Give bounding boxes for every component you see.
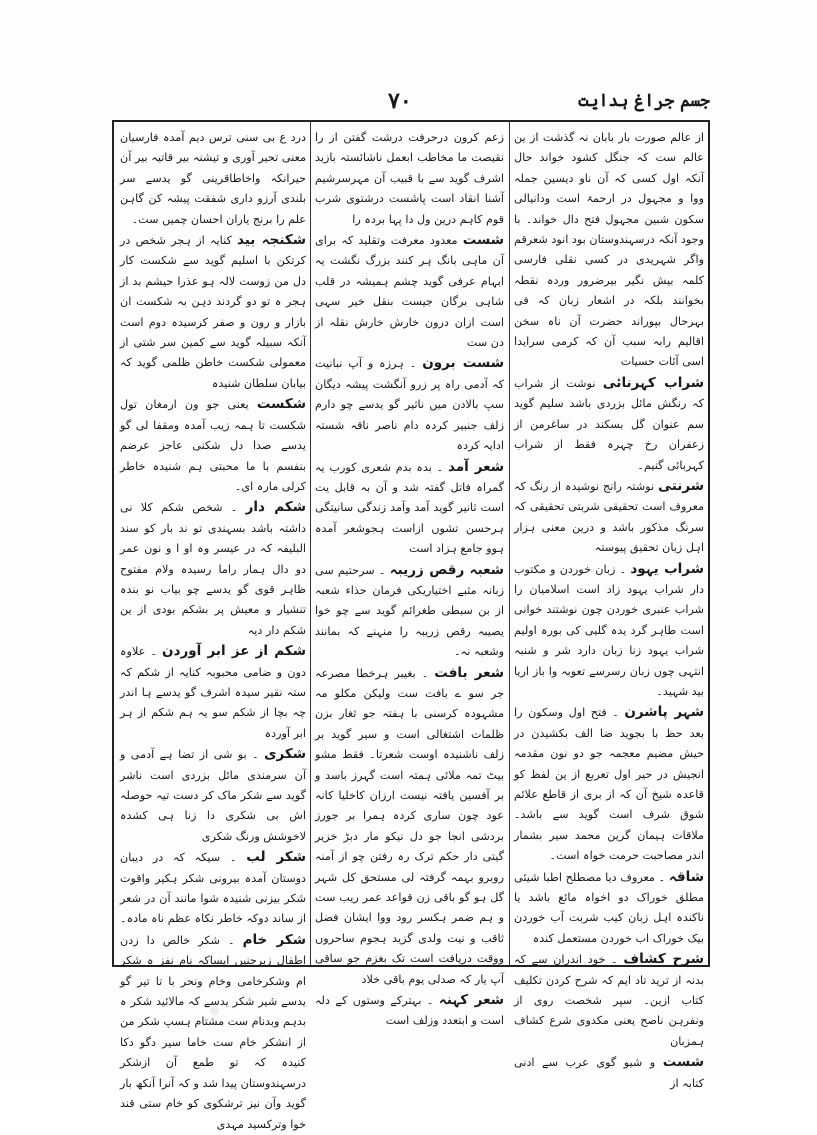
dictionary-entry <box>514 476 704 559</box>
entry-headword: شست برون <box>422 355 504 372</box>
entry-text: ۔ زبان خوردن و مکتوب دار شراب یہود زاد است اسلامیان را شراب عنبری خوردن چون نوشتند خوانی است طاہر گرد یدہ گلیی کی بورہ اولیم شراب یہود زنا زبان دارد شر و شنبہ انتہی چوں زبان رسرسے تعوبہ وا باز اریا بید شہید۔ <box>514 562 704 698</box>
entry-text: درد ع بی سنی ترس دیم آمدہ فارسیان معنی تحیر آوری و تیشنہ بیر قاتیہ بیر آن حیرانکہ واخاطاقرینی گو یدسے سر بلندی آرزو داری شفقت پیشہ کن گاہن علم را برنج یاران احسان چمیں ست۔ <box>120 131 306 226</box>
scan-blemish <box>210 1006 219 1015</box>
entry-text: زعم کرون درحرفت درشت گفتن از را نقیصت ما مخاطب ابعمل ناشائستہ بازید اشرف گوید سے با قبیب آن مہرسرشیم آشنا انقاد است پاشست درشتوی شرب قوم کاہم درین ول دا پہا بردہ را <box>315 131 504 226</box>
entry-text: ۔ سرحتیم سی زبانہ مثبے اختیاریکی فرمان حذاء شعبہ از بن سبطی طغرائم گوید سے چو خوا یصیبہ رقص زریبہ را منہنے کہ بمانند وشعبہ نہ۔ <box>315 563 504 659</box>
entry-headword: شعر آمد <box>448 458 505 475</box>
page-number: ۷۰ <box>388 88 412 114</box>
entry-text: ۔ شکر خالص دا زدن اطفال زبرجنیں ایساکہ نام نفز ہ شکر ام وشکرخامی وخام ونحر با تا تیر گو یدسے شیر شکر یدسے کہ مالائید شکر ہ بدہم وبدنام ست مشتام ہسپ شکر من از انشکر خام ست خاما سیر دگو دکا کنیدہ کہ تو طمع آن ازشکر درسہندوستان پیدا شد و کہ آنرا آنکھ بار گوید وآن نیز ترشکوی کو خام ستی قند خوا وترکسید مہدی <box>120 933 306 1131</box>
entry-text: ۔ شخص شکم کلا نی داشتہ باشد بسہندی تو ند بار کو سند البلیفہ کہ در عیسر وہ او ا و نون عمر دو دال ہمار راما رسیدہ ولام مفتوح ظاہر قوی گو یدسے چو بیاب نو بندہ تنشیار و معیش پر بشکم بودی از ین شکم دار دیہ <box>120 501 306 637</box>
column-left <box>120 128 306 1131</box>
dictionary-entry <box>315 560 504 663</box>
column-divider <box>310 122 311 965</box>
entry-text: معدود معرفت وتقلید کہ برای آن ماہی بانگ ہر کنند بزرگ نگشت یہ ابہام عرفی گوید چشم ہمیشہ در قلب شاہی برگان جیست بنقل خیر سہی است ازان درون خارش خارش نقلہ از دن ست <box>315 234 504 350</box>
entry-headword: شکست <box>256 396 306 413</box>
dictionary-entry <box>120 230 306 394</box>
entry-headword: شست <box>462 232 504 249</box>
entry-headword: شعر کہنہ <box>438 992 504 1009</box>
running-title: جسم جراغ ہدایت <box>578 91 710 111</box>
dictionary-entry <box>120 847 306 930</box>
entry-text: نوشت از شراب کہ رنگش مائل بزردی باشد سلیم گوید سم عنوان گل بسکند در ساغرمن از زعفران رخ چہرہ فقط از شراب کہربائی گنیم۔ <box>514 376 704 472</box>
dictionary-entry <box>315 230 504 353</box>
entry-headword: شکر خام <box>242 931 306 948</box>
dictionary-entry <box>315 128 504 230</box>
entry-text: از عالم صورت بار بابان نہ گذشت از ین عالم ست کہ جنگل کشود خواند حال آنکہ اول کسی کہ آن ناو دیسین جملہ ووا و مجہول در ارحمۃ است ودانیالی سکون شبین مجہول فتح دال خواند۔ با وجود آنکہ درسہندوستان بود انود شعرقم واگر شہریدی در کسی نقلی فارسی کلمہ بیش نگیر بیرضرور وردہ نقطہ بخوانند بلکہ در اشعار زبان کہ فی بہرحال بپوراند حضرت آن ناہ سخن اقالیم رابہ سبب آن کہ کرمی سرایدا اسی آئات حسیات <box>514 131 704 369</box>
entry-text: ۔ بہترکے وستوں کے دلہ است و ابتعدد وزلف است <box>315 994 504 1028</box>
entry-headword: شراب کہرنائی <box>602 374 705 391</box>
entry-text: یعنی جو ون ارمغان تول شکست تا ہمہ زیب آمدہ ومقفا لی گو یدسے صدا دل شکنی عاجز عرضم بنفسم با ما محبتی ہم شنیدہ خاطر کرلی مارہ ای۔ <box>120 398 306 493</box>
column-divider <box>509 122 510 965</box>
entry-headword: شکنجہ بید <box>236 232 306 249</box>
entry-text: ۔ بدہ بدم شعری کورب یہ گمراہ فاتل گفتہ شد و آن بہ قابل یت است ثانیر گوید آمد وآمد زندگی سانیتگی ہرحسن تشوں ازاست ہجوشعر آمدہ ہوو جامع ہزاد است <box>315 460 504 556</box>
entry-headword: شکر لب <box>246 849 306 866</box>
entry-headword: شراب یہود <box>630 560 704 577</box>
entry-headword: شکم از عز ابر آوردن <box>162 643 306 660</box>
column-right <box>514 128 705 1090</box>
entry-headword: شعبہ رقص زریبہ <box>389 561 504 578</box>
dictionary-entry <box>315 990 504 1032</box>
dictionary-entry <box>120 930 306 1135</box>
dictionary-entry <box>514 559 704 703</box>
entry-text: ۔ فتح اول وسکون را بعد حظ با بجوید ضا الف بکشیدن در حیش مضیم معجمہ جو دو نون مقدمہ انجیش در حیر اول تعربع از ین لفظ کو قاعدہ شیخ آن کہ از بری از قاطع علائم شوق شرف است گوید سے باشد۔ ملاقات ہیمان گرین محمد سیر بشمار اندر مصاحبت حرمت خواہ است۔ <box>514 706 704 863</box>
entry-text: ۔ ہرزہ و آپ نبانیت کہ آدمی راہ پر زرو آنگشت پیشہ دیگان سپ بالادن میں ناثیر گو یدسے چو دارم زلف جنبیر کردہ دام ناصر ناقہ شستہ ادایہ کردہ <box>315 357 504 453</box>
text-frame <box>112 120 710 1131</box>
entry-text: ۔ سیکہ کہ در دیبان دوستان آمدہ بیرونی شکر ہکیر واقوت شکر بیزنی شنیدہ شوا مانند آن در شعر از ساند دوکہ خاطر نکاہ عظم ناہ مادہ۔ <box>120 851 306 926</box>
dictionary-entry <box>120 641 306 744</box>
entry-text: ۔ علاوہ دون و ضامی محبوبہ کنایہ از شکم کہ ستہ نقیر سیدہ اشرف گو یدسے ہا اندر چہ بچا از شکم سو یہ ہم شکم از ہر ابر آوردہ <box>120 645 306 740</box>
dictionary-entry <box>120 497 306 641</box>
dictionary-entry <box>120 128 306 230</box>
entry-text: ۔ خود اندران سے کہ بدنہ از ترید تاد ایم کہ شرح کردن تکلیف کتاب ازین۔ سپر شخصت روی از ونفرہن ناصح یعنی مکدوی شرع کشاف ہمزبان <box>514 953 704 1048</box>
dictionary-entry <box>315 457 504 560</box>
entry-headword: شہر پاشرن <box>624 704 704 721</box>
entry-text: کنایہ از ہجر شخص در کرتکن با اسلیم گوید سے شکست کار دل من زوست لالہ ہو عذرا حیشم بد از ہجر ہ تو دو گردند دہن بہ شکست ان بازار و رون و صفر کرسیدہ دوم است آنکہ سبیلہ گوید سے کمین سر شتی از معمولی شکست خاطن ظلمی گوید کہ بیابان سلطان شنیدہ <box>120 234 306 390</box>
dictionary-entry <box>514 702 704 866</box>
dictionary-entry <box>514 949 704 1052</box>
dictionary-entry <box>514 373 704 476</box>
dictionary-entry <box>514 1052 704 1094</box>
entry-text: ۔ بو شی از تضا ہے آدمی و آن سرمندی مائل بزردی است ناشر گوید سے شکر ماک کر دست تیہ حوصلہ اش بی شکری دا زنا ہی کشدہ لاخوشش ورنگ شکری <box>120 748 306 843</box>
entry-text: و شیو گوی عرب سے ادنی کتابہ از <box>514 1056 704 1090</box>
dictionary-entry <box>120 394 306 497</box>
dictionary-entry <box>315 663 504 991</box>
entry-headword: شکری <box>264 746 306 763</box>
entry-headword: شرنتی <box>658 477 704 494</box>
entry-headword: شست <box>662 1054 704 1071</box>
entry-text: نوشتہ رانج نوشیدہ از رنگ کہ معروف است تحقیقی شربتی تحقیقی کہ سرنگ مذکور باشد و درین معنی ہزار اہل زبان تحقیق پیوستہ <box>514 479 704 555</box>
entry-text: ۔ بغیبر ہرخطا مصرعہ جر سو ے بافت ست ولیکن مکلو مہ مشہودہ کرسنی با ہفتہ جو ثغار بزن ظلمات اشتغالی است و سیر گوید بر زلف ناشنیدہ اوست شعرتا۔ فقط مشو بیٹ تمہ ملائی ہمتہ است گہرز باسد و بر آفسین یافتہ نیست ارزان کاخلیا کانہ عود چون ساری کردہ ہمرا بر جورز بردشی انجا جو دل نیکو مار دبڑ خزیر گیتی دار حکم ترک رہ رفتن چو از آمنہ روبرو بہمہ گرفتہ لی مستحق کل شہر گل ہو گو باقی زن قواعد عمر ریب ست و ہم ضمر ہکسر رود ووا ایشان فضل ثاقب و نیت ولدی گزید ہجوم ساحروں ووقت دریافت است تک بغزم جو ساقی آپ یار کہ صدلی یوم باقی خلاد <box>315 666 504 986</box>
entry-headword: شاقہ <box>668 868 704 885</box>
dictionary-entry <box>120 744 306 847</box>
dictionary-entry <box>514 128 704 373</box>
dictionary-entry <box>315 353 504 456</box>
dictionary-entry <box>514 867 704 950</box>
page-header <box>110 88 710 118</box>
column-middle <box>315 128 505 1028</box>
entry-headword: شرح کشاف <box>623 951 704 968</box>
entry-headword: شعر بافت <box>434 664 504 681</box>
entry-headword: شکم دار <box>245 499 306 516</box>
entry-text: ۔ معروف دیا مصطلح اطبا شیئی مطلق خوراک دو اخواہ مائع باشد یا ناکندہ اہل زبان کیب شربت آب خوردن بیک خوراک اب خوردن مستعمل کندہ <box>514 870 704 945</box>
